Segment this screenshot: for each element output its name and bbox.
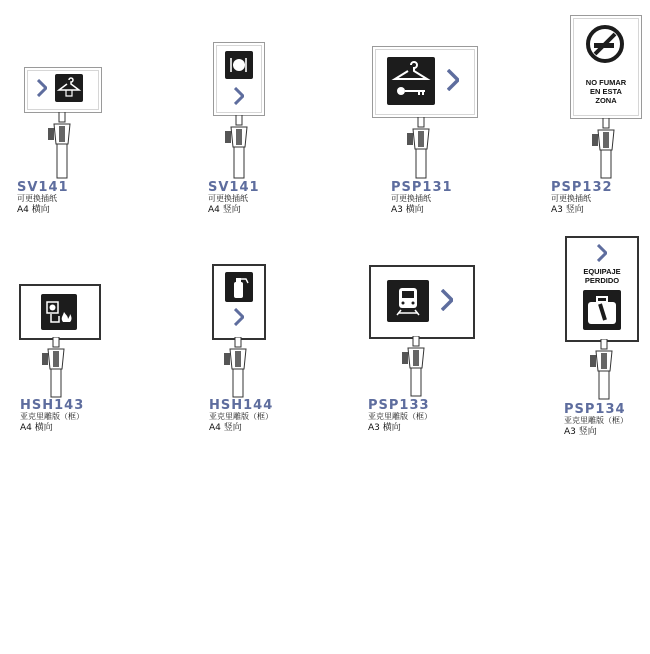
product-description: 亚克里雕版（框） [368, 412, 432, 421]
product-size: A4 横向 [20, 423, 53, 433]
sign-frame [24, 67, 102, 113]
train-icon [387, 280, 429, 322]
product-code: HSH143 [20, 398, 85, 413]
product-code: HSH144 [209, 398, 274, 413]
hanger-icon [55, 74, 83, 102]
lost-luggage-icon [583, 290, 621, 330]
product-code: SV141 [208, 180, 260, 195]
chevron-right-icon [441, 289, 453, 311]
product-size: A4 竖向 [208, 205, 241, 215]
sign-stand [223, 115, 255, 180]
product-description: 可更换插纸 [208, 194, 248, 203]
product-description: 可更换插纸 [551, 194, 591, 203]
product-size: A3 横向 [368, 423, 401, 433]
sign-frame [570, 15, 642, 119]
product-size: A3 竖向 [551, 205, 584, 215]
product-size: A3 横向 [391, 205, 424, 215]
sign-stand [40, 337, 72, 399]
product-code: PSP133 [368, 398, 430, 413]
chevron-right-icon [597, 244, 607, 262]
sign-stand [46, 112, 78, 180]
chevron-right-icon [37, 79, 47, 97]
chevron-right-icon [234, 87, 244, 105]
sign-stand [405, 117, 437, 180]
product-code: PSP134 [564, 402, 626, 417]
sign-stand [400, 336, 432, 398]
chevron-right-icon [234, 308, 244, 326]
product-description: 可更换插纸 [391, 194, 431, 203]
sign-stand [590, 118, 622, 180]
product-code: PSP131 [391, 180, 453, 195]
sign-frame [213, 42, 265, 116]
product-description: 亚克里雕版（框） [209, 412, 273, 421]
no-smoking-icon [585, 24, 625, 64]
sign-frame [565, 236, 639, 342]
fire-extinguisher-icon [225, 272, 253, 302]
product-size: A3 竖向 [564, 427, 597, 437]
sign-message: EQUIPAJE PERDIDO [583, 267, 621, 285]
sign-frame [369, 265, 475, 339]
product-description: 亚克里雕版（框） [564, 416, 628, 425]
sign-frame [212, 264, 266, 340]
sign-frame [19, 284, 101, 340]
product-code: SV141 [17, 180, 69, 195]
fire-alarm-icon [41, 294, 77, 330]
sign-stand [222, 337, 254, 399]
product-description: 亚克里雕版（框） [20, 412, 84, 421]
product-description: 可更换插纸 [17, 194, 57, 203]
sign-stand [588, 339, 620, 401]
sign-frame [372, 46, 478, 118]
dining-icon [225, 51, 253, 79]
chevron-right-icon [447, 69, 459, 91]
product-code: PSP132 [551, 180, 613, 195]
product-size: A4 竖向 [209, 423, 242, 433]
product-size: A4 横向 [17, 205, 50, 215]
cloakroom-icon [387, 57, 435, 105]
sign-message: NO FUMAR EN ESTA ZONA [585, 78, 627, 105]
